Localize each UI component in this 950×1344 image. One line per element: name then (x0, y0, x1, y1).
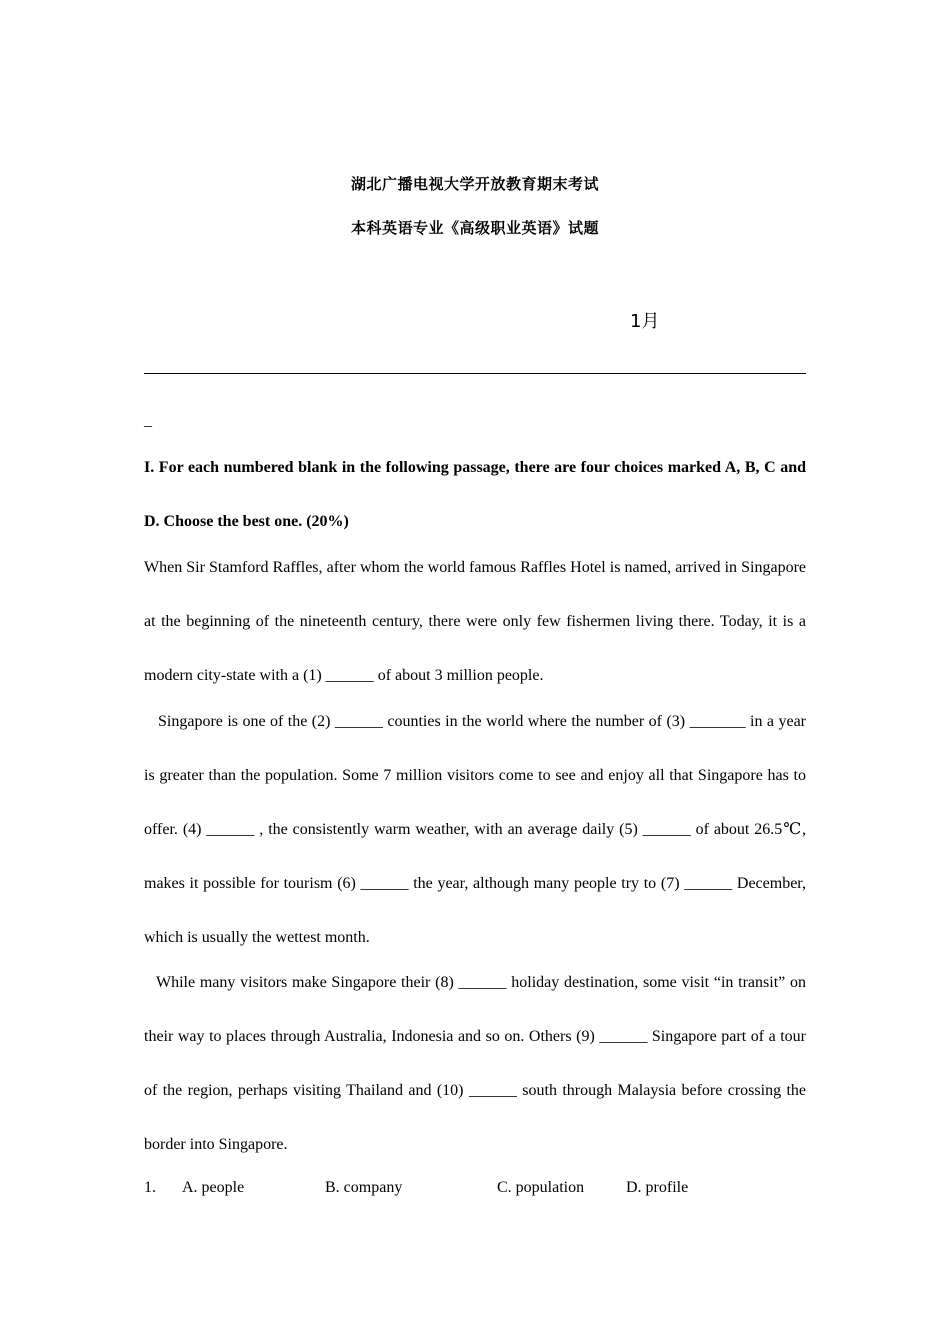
passage-paragraph-1: When Sir Stamford Raffles, after whom the world famous Raffles Hotel is named, arrived in Singapore at the beginning of the nineteenth century, there were only few fishermen living there. Today, it is a modern city-state with a (1) ______ of about 3 million people. (144, 559, 806, 684)
separator-dash: _ (144, 412, 152, 429)
question-1-options (144, 1179, 806, 1201)
option-d: D. profile (626, 1179, 689, 1196)
exam-date: 1月 (630, 311, 660, 332)
question-number: 1. (144, 1179, 156, 1196)
exam-subtitle: 本科英语专业《高级职业英语》试题 (350, 219, 599, 237)
section-heading: I. For each numbered blank in the following passage, there are four choices marked A, B, C and D. Choose the best one. (20%) (144, 459, 806, 530)
passage-paragraph-3: While many visitors make Singapore their (8) ______ holiday destination, some visit “in transit” on their way to places through Australia, Indonesia and so on. Others (9) ______ Singapore part of a tour of the region, perhaps visiting Thailand and (10) ______ south through Malaysia before crossing the border into Singapore. (144, 974, 806, 1153)
exam-title: 湖北广播电视大学开放教育期末考试 (350, 175, 599, 193)
option-c: C. population (497, 1179, 585, 1196)
option-b: B. company (325, 1179, 403, 1196)
option-a: A. people (182, 1179, 245, 1196)
separator-line (144, 373, 806, 374)
passage-paragraph-2: Singapore is one of the (2) ______ counties in the world where the number of (3) _______ in a year is greater than the population. Some 7 million visitors come to see and enjoy all that Singapore has to offer. (4) ______ , the consistently warm weather, with an average daily (5) ______ of about 26.5℃, makes it possible for tourism (6) ______ the year, although many people try to (7) ______ December, which is usually the wettest month. (144, 713, 806, 946)
